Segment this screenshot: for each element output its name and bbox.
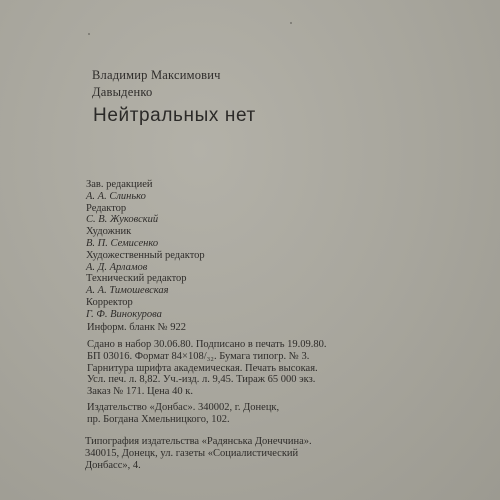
author-line-2: Давыденко — [92, 85, 153, 99]
inform-blank: Информ. бланк № 922 — [87, 322, 186, 333]
technical-details — [87, 339, 327, 398]
printer-info — [85, 436, 312, 471]
credit-name: А. А. Тимошевская — [86, 285, 169, 297]
credit-name: А. Д. Арламов — [86, 261, 148, 273]
paper-speck — [88, 33, 90, 35]
tech-line: БП 03016. Формат 84×108/₃₂. Бумага типогр. № 3. — [87, 350, 310, 362]
credit-name: В. П. Семисенко — [86, 237, 159, 249]
tech-line: Сдано в набор 30.06.80. Подписано в печать 19.09.80. — [87, 339, 327, 350]
credit-role: Редактор — [86, 202, 127, 214]
credit-role: Корректор — [86, 296, 133, 308]
book-title: Нейтральных нет — [93, 105, 256, 126]
credit-role: Художественный редактор — [86, 249, 205, 261]
paper-speck — [290, 22, 292, 24]
credit-role: Художник — [86, 226, 132, 238]
credit-name: Г. Ф. Винокурова — [86, 308, 162, 320]
credit-name: С. В. Жуковский — [86, 214, 159, 226]
tech-line: Усл. печ. л. 8,82. Уч.-изд. л. 9,45. Тираж 65 000 экз. — [87, 374, 316, 386]
credit-role: Технический редактор — [86, 273, 187, 285]
printer-line: 340015, Донецк, ул. газеты «Социалистический — [85, 447, 299, 459]
publisher-line: пр. Богдана Хмельницкого, 102. — [87, 413, 230, 425]
author-name — [92, 67, 221, 101]
printer-line: Донбасс», 4. — [85, 459, 141, 471]
credit-role: Зав. редакцией — [86, 179, 153, 190]
credits-list — [86, 179, 205, 321]
tech-line: Гарнитура шрифта академическая. Печать высокая. — [87, 362, 318, 374]
publisher-info — [87, 402, 279, 426]
tech-line: Заказ № 171. Цена 40 к. — [87, 386, 193, 398]
credit-name: А. А. Слинько — [86, 190, 146, 202]
publisher-line: Издательство «Донбас». 340002, г. Донецк, — [87, 402, 280, 413]
author-line-1: Владимир Максимович — [92, 68, 221, 82]
printer-line: Типография издательства «Радянська Донеччина». — [85, 436, 312, 447]
